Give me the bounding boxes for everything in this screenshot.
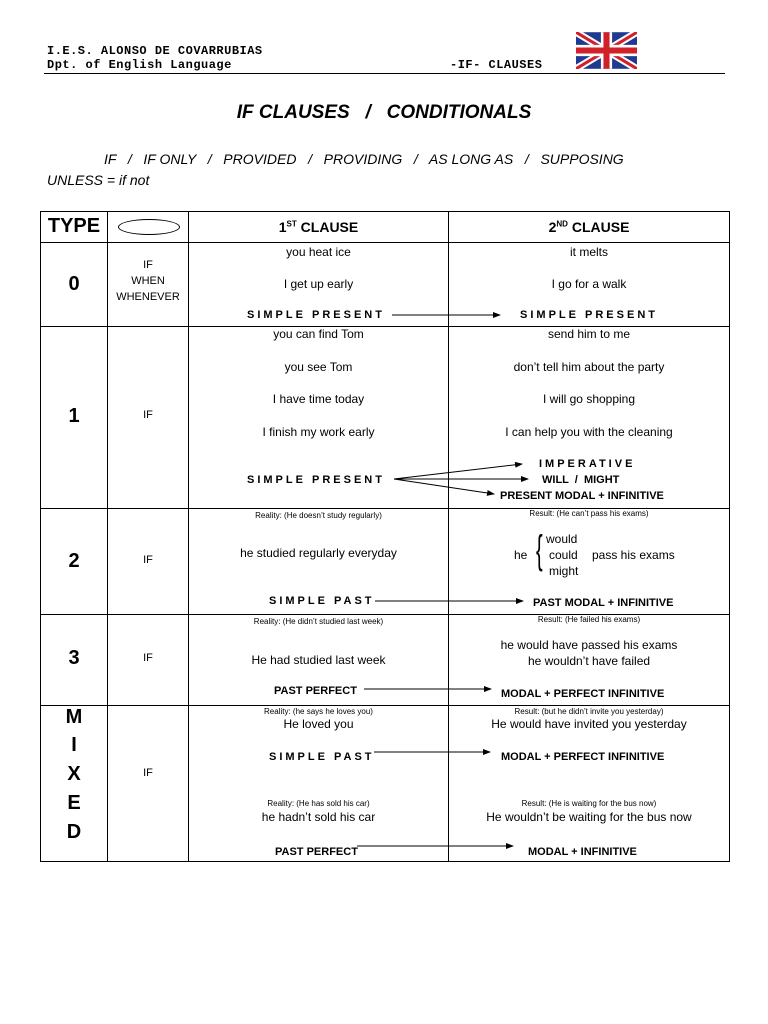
second-clause-text: He would have invited you yesterday — [491, 717, 687, 731]
department: Dpt. of English Language — [47, 58, 232, 72]
tense-label: IMPERATIVE — [539, 458, 636, 470]
tense-label: SIMPLE PRESENT — [247, 309, 385, 321]
first-clause-text: you see Tom — [284, 360, 353, 374]
reality-note: Reality: (He didn’t studied last week) — [253, 617, 384, 626]
first-clause-text: I get up early — [283, 277, 354, 291]
second-clause-text: He wouldn’t be waiting for the bus now — [486, 810, 692, 824]
brace-icon: { — [536, 529, 543, 573]
tense-label: PAST PERFECT — [274, 685, 357, 697]
oval-blank-icon — [118, 219, 180, 235]
tense-label: MODAL + PERFECT INFINITIVE — [501, 751, 665, 763]
tense-label: PRESENT MODAL + INFINITIVE — [500, 490, 664, 502]
second-clause-text: don’t tell him about the party — [513, 360, 665, 374]
reality-note: Reality: (He has sold his car) — [267, 799, 370, 808]
result-note: Result: (He is waiting for the bus now) — [521, 799, 657, 808]
tense-label: SIMPLE PRESENT — [247, 474, 385, 486]
type-3-row — [41, 615, 730, 706]
conditionals-table — [40, 211, 730, 862]
first-clause-text: he studied regularly everyday — [240, 546, 397, 560]
uk-flag-icon — [576, 32, 637, 69]
first-clause-text: He had studied last week — [251, 653, 386, 667]
modal-could: could — [549, 548, 578, 562]
he-word: he — [514, 548, 528, 562]
page-title: IF CLAUSES / CONDITIONALS — [236, 102, 532, 123]
result-note: Result: (He can’t pass his exams) — [529, 509, 649, 518]
mixed-row — [41, 706, 730, 862]
type-2-row — [41, 509, 730, 615]
tense-label: MODAL + INFINITIVE — [528, 846, 637, 858]
conj-when: WHEN — [131, 275, 165, 287]
conj-if: IF — [143, 409, 153, 421]
type-header: TYPE — [47, 215, 101, 237]
type-2-label: 2 — [68, 550, 80, 572]
school-name: I.E.S. ALONSO DE COVARRUBIAS — [47, 44, 263, 58]
second-clause-text: he wouldn’t have failed — [527, 654, 651, 668]
first-clause-text: I finish my work early — [262, 425, 375, 439]
modal-would: would — [546, 532, 578, 546]
first-clause-text: you heat ice — [286, 245, 351, 259]
conj-if: IF — [143, 554, 153, 566]
first-clause-text: he hadn’t sold his car — [261, 810, 376, 824]
first-clause-text: I have time today — [272, 392, 365, 406]
mixed-letter: D — [66, 821, 82, 843]
second-clause-text: he would have passed his exams — [500, 638, 678, 652]
modal-might: might — [549, 564, 579, 578]
type-1-row — [41, 327, 730, 509]
second-clause-text: I can help you with the cleaning — [505, 425, 673, 439]
type-0-label: 0 — [68, 273, 80, 295]
type-1-label: 1 — [68, 405, 80, 427]
second-clause-header: 2ND CLAUSE — [548, 219, 630, 235]
header-row — [41, 212, 730, 243]
mixed-letter: I — [71, 734, 77, 756]
pass-exams-text: pass his exams — [592, 548, 675, 562]
mixed-letter: M — [65, 706, 83, 728]
second-clause-text: I go for a walk — [551, 277, 627, 291]
type-0-row — [41, 243, 730, 327]
conj-if: IF — [143, 652, 153, 664]
tense-label: PAST PERFECT — [275, 846, 358, 858]
tense-label: PAST MODAL + INFINITIVE — [533, 597, 674, 609]
result-note: Result: (but he didn’t invite you yesterday) — [514, 707, 664, 716]
conjunctions-line: IF / IF ONLY / PROVIDED / PROVIDING / AS LONG AS / SUPPOSING — [104, 151, 624, 167]
unless-line: UNLESS = if not — [47, 172, 150, 188]
mixed-letter: E — [67, 792, 81, 814]
tense-label: SIMPLE PAST — [269, 751, 375, 763]
first-clause-text: you can find Tom — [273, 327, 364, 341]
conj-whenever: WHENEVER — [116, 291, 180, 303]
tense-label: SIMPLE PAST — [269, 595, 375, 607]
reality-note: Reality: (He doesn’t study regularly) — [255, 511, 382, 520]
first-clause-text: He loved you — [283, 717, 354, 731]
tense-label: WILL / MIGHT — [542, 474, 620, 486]
second-clause-text: it melts — [569, 245, 608, 259]
second-clause-text: I will go shopping — [542, 392, 636, 406]
tense-label: MODAL + PERFECT INFINITIVE — [501, 688, 665, 700]
second-clause-text: send him to me — [547, 327, 631, 341]
reality-note: Reality: (he says he loves you) — [264, 707, 373, 716]
type-3-label: 3 — [68, 647, 80, 669]
first-clause-header: 1ST CLAUSE — [278, 219, 359, 235]
tense-label: SIMPLE PRESENT — [520, 309, 658, 321]
conj-if: IF — [143, 767, 153, 779]
result-note: Result: (He failed his exams) — [537, 615, 641, 624]
conj-if: IF — [143, 259, 153, 271]
mixed-letter: X — [67, 763, 81, 785]
header-rule — [44, 73, 725, 74]
topic-label: -IF- CLAUSES — [450, 58, 543, 72]
